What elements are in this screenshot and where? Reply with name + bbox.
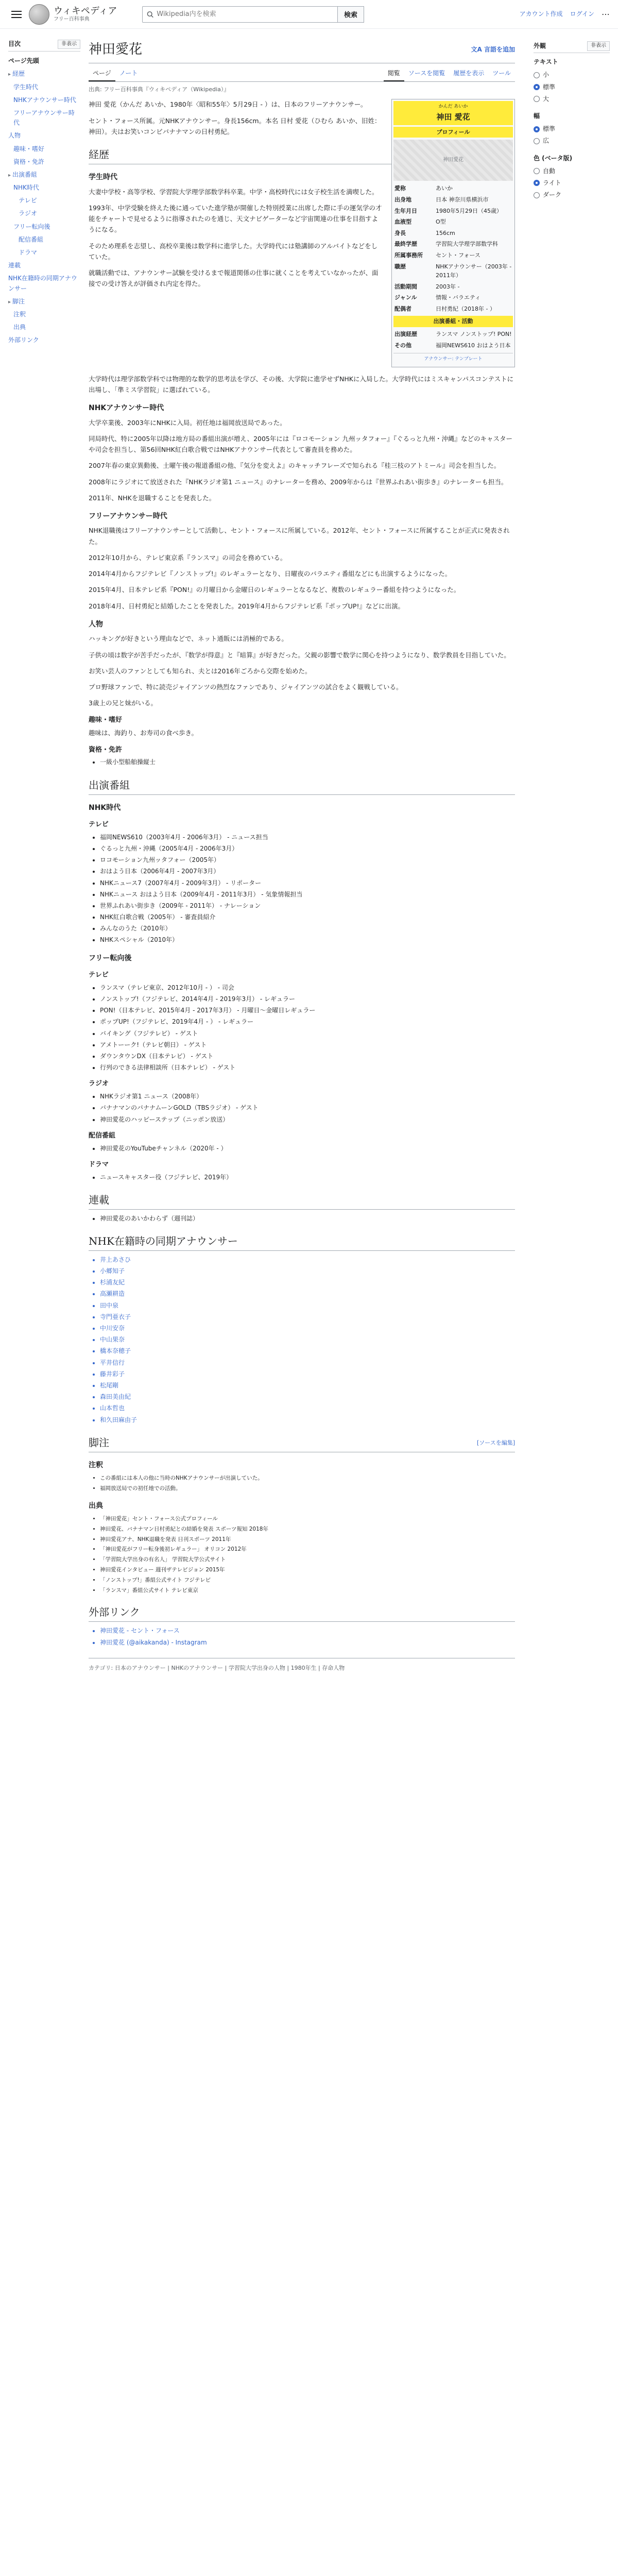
toc-item[interactable] <box>8 321 80 334</box>
page-title: 神田愛花 <box>89 42 143 57</box>
infobox-value: ランスマ ノンストップ! PON! <box>436 331 512 338</box>
section-drama: ドラマ <box>89 1160 109 1168</box>
search-icon <box>147 11 153 18</box>
colleague-link[interactable]: • 松尾剛 <box>100 1381 515 1391</box>
logo-subtitle: フリー百科事典 <box>54 16 90 22</box>
search-input[interactable] <box>157 10 333 18</box>
external-link[interactable]: • 神田愛花 - セント・フォース <box>100 1626 515 1636</box>
appearance-option[interactable] <box>534 177 610 189</box>
section-license: 資格・免許 <box>89 745 123 754</box>
infobox-value: 156cm <box>436 229 455 236</box>
toc-item[interactable] <box>8 334 80 347</box>
paragraph: 2008年にラジオにて放送された『NHKラジオ第1 ニュース』のナレーターを務め、2009年からは『世界ふれあい街歩き』のナレーターも担当。 <box>89 478 508 486</box>
program-item: • NHKニュース7（2007年4月 - 2009年3月） - リポーター <box>100 878 515 888</box>
toc-item-label: 出演番組 <box>12 171 38 178</box>
tab-read[interactable]: 閲覧 <box>384 66 404 81</box>
infobox-row <box>393 292 513 303</box>
infobox-key: 出身地 <box>394 196 411 203</box>
colleague-link[interactable]: • 小郷知子 <box>100 1266 515 1276</box>
radio-button[interactable] <box>534 72 540 78</box>
toc-item[interactable] <box>8 194 80 207</box>
toc-item-label: 学生時代 <box>13 83 39 91</box>
toc-item-label: 脚注 <box>12 297 25 305</box>
infobox-key: ジャンル <box>394 294 417 301</box>
appearance-option-label: 大 <box>543 95 550 103</box>
reference-item: • 神田愛花インタビュー 週刊ザテレビジョン 2015年 <box>100 1566 515 1574</box>
paragraph: 2011年、NHKを退職することを発表した。 <box>89 494 216 502</box>
infobox-row <box>393 216 513 228</box>
paragraph: ハッキングが好きという理由などで、ネット通販には消極的である。 <box>89 635 288 643</box>
appearance-option[interactable] <box>534 189 610 201</box>
section-nhk: NHKアナウンサー時代 <box>89 404 164 413</box>
appearance-option-label: ダーク <box>543 191 562 199</box>
article-source-note: 出典: フリー百科事典『ウィキペディア（Wikipedia）』 <box>89 86 230 93</box>
infobox-value: O型 <box>436 218 446 226</box>
toc-item[interactable] <box>8 295 80 308</box>
section-notes: 脚注 [ソースを編集] <box>89 1434 515 1452</box>
appearance-option-label: 広 <box>543 137 550 145</box>
infobox-value: 情報・バラエティ <box>436 294 481 301</box>
program-item: • PON!（日本テレビ、2015年4月 - 2017年3月） - 月曜日〜金曜日レギュラー <box>100 1006 515 1015</box>
list-item: • 神田愛花のあいかわらず（週刊誌） <box>100 1214 515 1224</box>
toc-item-label: 趣味・嗜好 <box>13 145 45 152</box>
toc-item[interactable] <box>8 259 80 272</box>
more-icon[interactable]: ⋯ <box>602 9 610 19</box>
infobox-row <box>393 329 513 340</box>
appearance-title: 外観 <box>534 42 546 49</box>
toc-item-label: NHKアナウンサー時代 <box>13 96 76 104</box>
main-content <box>80 29 523 1672</box>
infobox-key: 所属事務所 <box>394 251 423 259</box>
program-item: • NHKスペシャル（2010年） <box>100 935 515 945</box>
section-external-links: 外部リンク <box>89 1604 515 1622</box>
tab-view-source[interactable]: ソースを閲覧 <box>408 69 445 77</box>
tab-history[interactable]: 履歴を表示 <box>453 69 485 77</box>
infobox-key: 最終学歴 <box>394 241 417 248</box>
program-item: • NHK紅白歌合戦（2005年） - 審査員紹介 <box>100 912 515 922</box>
paragraph: 就職活動では、アナウンサー試験を受けるまで報道関係の仕事に就くことを考えていなかったが、面接での受け答えが評価され内定を得た。 <box>89 269 379 288</box>
program-item: • バイキング（フジテレビ） - ゲスト <box>100 1029 515 1039</box>
section-career: 経歴 <box>89 146 515 164</box>
toc-item-label: NHK在籍時の同期アナウンサー <box>8 275 77 292</box>
paragraph: 2014年4月からフジテレビ『ノンストップ!』のレギュラーとなり、日曜夜のバラエティ番組などにも出演するようになった。 <box>89 570 452 578</box>
toc-item-label: ドラマ <box>19 249 38 256</box>
toc-item-label: NHK時代 <box>13 184 39 192</box>
page-tabs <box>89 66 515 82</box>
language-button[interactable]: 文A 言語を追加 <box>471 46 515 54</box>
paragraph: 大学卒業後、2003年にNHKに入局。初任地は福岡放送局であった。 <box>89 418 286 427</box>
radio-button[interactable] <box>534 84 540 90</box>
program-item: • ぐるっと九州・沖縄（2005年4月 - 2006年3月） <box>100 844 515 854</box>
external-link[interactable]: • 神田愛花 (@aikakanda) - Instagram <box>100 1638 515 1648</box>
reference-item: • 「神田愛花がフリー転身後初レギュラー」 オリコン 2012年 <box>100 1545 515 1554</box>
toc-item-label: 出典 <box>13 324 26 331</box>
section-annotation: 注釈 <box>89 1461 103 1469</box>
annotation-item: • この番組には本人の他に当時のNHKアナウンサーが出演していた。 <box>100 1474 515 1483</box>
program-item: • 世界ふれあい街歩き（2009年 - 2011年） - ナレーション <box>100 901 515 911</box>
infobox-value: 日本 神奈川県横浜市 <box>436 196 489 203</box>
appearance-option[interactable] <box>534 135 610 147</box>
toc-item-label: フリーアナウンサー時代 <box>13 109 75 127</box>
appearance-group-title: テキスト <box>534 58 558 66</box>
create-account-link[interactable]: アカウント作成 <box>519 10 563 18</box>
infobox-section-profile: プロフィール <box>393 127 513 138</box>
infobox-key: 生年月日 <box>394 207 417 214</box>
toc-item[interactable] <box>8 207 80 220</box>
appearance-group <box>534 111 610 147</box>
colleague-link[interactable]: • 橋本奈穂子 <box>100 1346 515 1356</box>
toc-item[interactable] <box>8 181 80 194</box>
appearance-option[interactable] <box>534 165 610 177</box>
reference-item: • 「神田愛花」セント・フォース公式プロフィール <box>100 1515 515 1523</box>
colleague-link[interactable]: • 杉浦友紀 <box>100 1278 515 1287</box>
colleague-link[interactable]: • 寺門亜衣子 <box>100 1312 515 1322</box>
toc-toggle-icon[interactable]: ▸ <box>8 172 11 178</box>
infobox-row <box>393 303 513 315</box>
reference-item: • 「ランスマ」番組公式サイト テレビ東京 <box>100 1586 515 1595</box>
annotation-item: • 福岡放送局での初任地での活動。 <box>100 1484 515 1493</box>
program-item: • 福岡NEWS610（2003年4月 - 2006年3月） - ニュース担当 <box>100 833 515 842</box>
toc-item-label: 連載 <box>8 262 21 269</box>
section-nhk-era: NHK時代 <box>89 803 121 812</box>
infobox-key: 血液型 <box>394 218 411 226</box>
paragraph: 大学時代は理学部数学科では物理的な数学的思考法を学び、その後、大学院に進学せずNHKに入局した。大学時代にはミスキャンパスコンテストに出場し、「準ミス学習院」に選ばれている。 <box>89 375 514 394</box>
section-free-era: フリー転向後 <box>89 954 132 962</box>
toc-item-label: 注釈 <box>13 310 26 318</box>
appearance-panel <box>534 41 610 207</box>
colleague-link[interactable]: • 藤井彩子 <box>100 1369 515 1379</box>
paragraph: 2007年春の東京異動後、土曜午後の報道番組の他、『気分を変えよ』のキャッチフレーズで知られる『桂三枝のアトミール』司会を担当した。 <box>89 462 501 470</box>
program-item: • ニュースキャスター役（フジテレビ、2019年） <box>100 1173 515 1182</box>
colleague-link[interactable]: • 平井信行 <box>100 1358 515 1368</box>
infobox-key: 配偶者 <box>394 305 411 312</box>
appearance-option[interactable] <box>534 123 610 135</box>
infobox-value: 福岡NEWS610 おはよう日本 <box>436 342 511 349</box>
toc-item[interactable] <box>8 67 80 80</box>
appearance-group <box>534 154 610 201</box>
infobox-row <box>393 194 513 206</box>
toc-item[interactable] <box>8 129 80 142</box>
paragraph: そのため理系を志望し、高校卒業後は数学科に進学した。大学時代には塾講師のアルバイトなどをしていた。 <box>89 242 378 261</box>
infobox-row <box>393 261 513 281</box>
toc-item-label: ページ先頭 <box>8 57 39 65</box>
article-body <box>89 99 515 1672</box>
infobox-row <box>393 239 513 250</box>
toc-item[interactable] <box>8 272 80 295</box>
program-item: • 神田愛花のハッピーステップ（ニッポン放送） <box>100 1115 515 1125</box>
section-hobby: 趣味・嗜好 <box>89 716 123 724</box>
infobox <box>391 99 515 367</box>
tab-page[interactable]: ページ <box>89 66 115 81</box>
infobox-row <box>393 250 513 261</box>
search-button[interactable]: 検索 <box>338 6 364 23</box>
main-menu-icon[interactable] <box>8 6 25 23</box>
paragraph: 2012年10月から、テレビ東京系『ランスマ』の司会を務めている。 <box>89 553 287 562</box>
toc-item[interactable] <box>8 168 80 181</box>
program-item: • ロコモーション九州ッタフォー（2005年） <box>100 855 515 865</box>
appearance-group-title: 幅 <box>534 112 540 120</box>
appearance-group-title: 色 (ベータ版) <box>534 154 573 162</box>
paragraph: 子供の頃は数字が苦手だったが、『数学が得意』と『暗算』が好きだった。父親の影響で数学に関心を持つようになり、数学教員を目指していた。 <box>89 651 510 659</box>
infobox-value: セント・フォース <box>436 251 480 259</box>
list-item: • 一級小型船舶操縦士 <box>100 757 515 767</box>
paragraph: 大妻中学校・高等学校、学習院大学理学部数学科卒業。中学・高校時代には女子校生活を満喫した。 <box>89 188 379 196</box>
infobox-key: 身長 <box>394 229 406 236</box>
infobox-value: あいか <box>436 185 453 192</box>
infobox-name: 神田 愛花 <box>436 112 470 122</box>
toc-item[interactable] <box>8 81 80 94</box>
toc-item-label: 資格・免許 <box>13 158 45 165</box>
appearance-option[interactable] <box>534 69 610 81</box>
program-item: • バナナマンのバナナムーンGOLD（TBSラジオ） - ゲスト <box>100 1103 515 1113</box>
paragraph: 同局時代、特に2005年以降は地方局の番組出演が増え、2005年には『ロコモーション 九州ッタフォー』『ぐるっと九州・沖縄』などのキャスターや司会を担当し、第56回NHK紅白歌合戦ではNHKアナウンサー代表として審査員を務めた。 <box>89 434 512 454</box>
toc-title: 目次 <box>8 40 21 47</box>
wikipedia-globe-icon <box>29 4 49 25</box>
colleague-link[interactable]: • 森田美由紀 <box>100 1392 515 1402</box>
paragraph: 1993年、中学受験を終えた後に通っていた進学塾が開催した特別授業に出席した際に手の運気学の才能をチャートで見せるように指導されたのを通じ、天文ナビゲーターなど宇宙関連の仕事を目指すようになる。 <box>89 204 382 234</box>
colleague-link[interactable]: • 井上あさひ <box>100 1255 515 1265</box>
toc-item-label: 配信番組 <box>19 235 44 243</box>
toc-sidebar <box>8 29 80 1672</box>
program-item: • NHKニュース おはよう日本（2009年4月 - 2011年3月） - 気象情報担当 <box>100 890 515 900</box>
paragraph: 2018年4月、日村勇紀と結婚したことを発表した。2019年4月からフジテレビ系『ポップUP!』などに出演。 <box>89 602 404 610</box>
login-link[interactable]: ログイン <box>570 10 594 18</box>
program-item: • ダウンタウンDX（日本テレビ） - ゲスト <box>100 1052 515 1061</box>
appearance-option-label: 標準 <box>543 83 556 91</box>
infobox-section-programs: 出演番組・活動 <box>393 316 513 327</box>
section-programs: 出演番組 <box>89 777 515 795</box>
program-item: • NHKラジオ第1 ニュース（2008年） <box>100 1092 515 1101</box>
toc-item-label: ラジオ <box>19 210 38 217</box>
toc-item-label: 人物 <box>8 132 21 140</box>
colleague-link[interactable]: • 中山果奈 <box>100 1335 515 1345</box>
section-colleagues: NHK在籍時の同期アナウンサー <box>89 1233 515 1251</box>
infobox-row <box>393 183 513 194</box>
section-serial: 連載 <box>89 1192 515 1210</box>
infobox-row <box>393 281 513 293</box>
infobox-row <box>393 340 513 351</box>
program-item: • ポップUP!（フジテレビ、2019年4月 - ） - レギュラー <box>100 1017 515 1027</box>
infobox-key: 愛称 <box>394 185 406 192</box>
toc-toggle-icon[interactable]: ▸ <box>8 299 11 305</box>
radio-button[interactable] <box>534 168 540 174</box>
toc-item[interactable] <box>8 94 80 107</box>
toc-item[interactable] <box>8 55 80 67</box>
infobox-value: 日村勇紀（2018年 - ） <box>436 305 495 312</box>
appearance-option[interactable] <box>534 93 610 105</box>
toc-item[interactable] <box>8 107 80 129</box>
infobox-template-link[interactable]: アナウンサー: テンプレート <box>393 353 513 365</box>
infobox-value: 学習院大学理学部数学科 <box>436 241 498 248</box>
infobox-key: 活動期間 <box>394 283 417 290</box>
toc-item-label: テレビ <box>19 197 37 205</box>
program-item: • 行列のできる法律相談所（日本テレビ） - ゲスト <box>100 1063 515 1073</box>
toc-item-label: 経歴 <box>12 70 25 78</box>
colleague-link[interactable]: • 和久田麻由子 <box>100 1415 515 1425</box>
reference-item: • 神田愛花、バナナマン日村勇紀との結婚を発表 スポーツ報知 2018年 <box>100 1525 515 1534</box>
infobox-kana: かんだ あいか <box>438 104 468 110</box>
toc-item[interactable] <box>8 156 80 168</box>
toc-list <box>8 55 80 347</box>
search-box <box>142 6 364 23</box>
infobox-value: NHKアナウンサー（2003年 - 2011年） <box>436 263 512 279</box>
program-item: • ノンストップ!（フジテレビ、2014年4月 - 2019年3月） - レギュラー <box>100 994 515 1004</box>
radio-button[interactable] <box>534 96 540 102</box>
toc-item-label: 外部リンク <box>8 336 39 344</box>
radio-button[interactable] <box>534 180 540 186</box>
section-student: 学生時代 <box>89 173 117 182</box>
section-radio: ラジオ <box>89 1080 109 1088</box>
toc-item[interactable] <box>8 143 80 156</box>
category-footer[interactable]: カテゴリ: 日本のアナウンサー | NHKのアナウンサー | 学習院大学出身の人物 | 1980年生 | 存命人物 <box>89 1658 515 1673</box>
appearance-option-label: 自動 <box>543 167 556 175</box>
section-web: 配信番組 <box>89 1131 116 1140</box>
site-header <box>0 0 618 29</box>
infobox-value: 2003年 - <box>436 283 460 290</box>
radio-button[interactable] <box>534 192 540 198</box>
section-tv: テレビ <box>89 821 109 828</box>
paragraph: 2015年4月、日本テレビ系『PON!』の月曜日から金曜日のレギュラーとなるなど、複数のレギュラー番組を持つようになった。 <box>89 586 460 594</box>
toc-item-label: フリー転向後 <box>13 223 50 230</box>
edit-source-link[interactable]: [ソースを編集] <box>476 1439 515 1446</box>
reference-item: • 「ノンストップ!」番組公式サイト フジテレビ <box>100 1576 515 1585</box>
reference-item: • 「学習院大学出身の有名人」 学習院大学公式サイト <box>100 1555 515 1564</box>
appearance-option-label: 標準 <box>543 125 556 133</box>
program-item: • みんなのうた（2010年） <box>100 924 515 934</box>
radio-button[interactable] <box>534 138 540 144</box>
colleague-link[interactable]: • 田中泉 <box>100 1301 515 1311</box>
radio-button[interactable] <box>534 126 540 132</box>
tab-talk[interactable]: ノート <box>119 69 138 77</box>
toc-item[interactable] <box>8 221 80 233</box>
infobox-key: 職歴 <box>394 263 406 270</box>
toc-item[interactable] <box>8 308 80 321</box>
appearance-option-label: 小 <box>543 71 550 79</box>
intro-paragraph: 神田 愛花（かんだ あいか、1980年〈昭和55年〉5月29日 - ）は、日本のフリーアナウンサー。 <box>89 100 367 109</box>
logo-title: ウィキペディア <box>54 6 117 17</box>
program-item: • ランスマ（テレビ東京、2012年10月 - ） - 司会 <box>100 983 515 993</box>
toc-hide-button[interactable]: 非表示 <box>58 40 80 49</box>
toc-toggle-icon[interactable]: ▸ <box>8 72 11 78</box>
section-free: フリーアナウンサー時代 <box>89 512 167 521</box>
tab-tools[interactable]: ツール <box>492 69 511 77</box>
paragraph: 趣味は、海釣り、お寿司の食べ歩き。 <box>89 729 198 737</box>
section-person: 人物 <box>89 620 103 629</box>
appearance-option-label: ライト <box>543 179 561 187</box>
colleague-link[interactable]: • 山本哲也 <box>100 1403 515 1413</box>
infobox-row <box>393 228 513 239</box>
toc-item[interactable] <box>8 246 80 259</box>
program-item: • 神田愛花のYouTubeチャンネル（2020年 - ） <box>100 1144 515 1154</box>
toc-item[interactable] <box>8 233 80 246</box>
colleague-link[interactable]: • 中川安奈 <box>100 1324 515 1333</box>
program-item: • アメトーーク!（テレビ朝日） - ゲスト <box>100 1040 515 1050</box>
language-icon: 文A <box>471 46 484 54</box>
program-item: • おはよう日本（2006年4月 - 2007年3月） <box>100 867 515 876</box>
infobox-value: 1980年5月29日（45歳） <box>436 207 502 214</box>
infobox-photo[interactable]: 神田愛花 <box>393 140 513 181</box>
paragraph: お笑い芸人のファンとしても知られ、夫とは2016年ごろから交際を始めた。 <box>89 667 312 675</box>
reference-item: • 神田愛花アナ、NHK退職を発表 日刊スポーツ 2011年 <box>100 1535 515 1544</box>
infobox-key: 出演経歴 <box>394 331 417 338</box>
paragraph: 3歳上の兄と妹がいる。 <box>89 699 157 707</box>
section-tv: テレビ <box>89 971 109 979</box>
paragraph: プロ野球ファンで、特に読売ジャイアンツの熱烈なファンであり、ジャイアンツの試合をよく観戦している。 <box>89 683 403 691</box>
appearance-hide-button[interactable]: 非表示 <box>587 41 610 51</box>
infobox-key: その他 <box>394 342 411 349</box>
site-logo[interactable] <box>29 4 132 25</box>
colleague-link[interactable]: • 高瀬耕造 <box>100 1289 515 1299</box>
infobox-row <box>393 206 513 217</box>
appearance-group <box>534 57 610 105</box>
appearance-option[interactable] <box>534 81 610 93</box>
paragraph: NHK退職後はフリーアナウンサーとして活動し、セント・フォースに所属している。2012年、セント・フォースに所属することが正式に発表された。 <box>89 527 510 546</box>
intro-paragraph: セント・フォース所属。元NHKアナウンサー。身長156cm。本名 日村 愛花（ひむら あいか、旧姓：神田）。夫はお笑いコンビバナナマンの日村勇紀。 <box>89 116 381 135</box>
section-sources: 出典 <box>89 1501 103 1510</box>
